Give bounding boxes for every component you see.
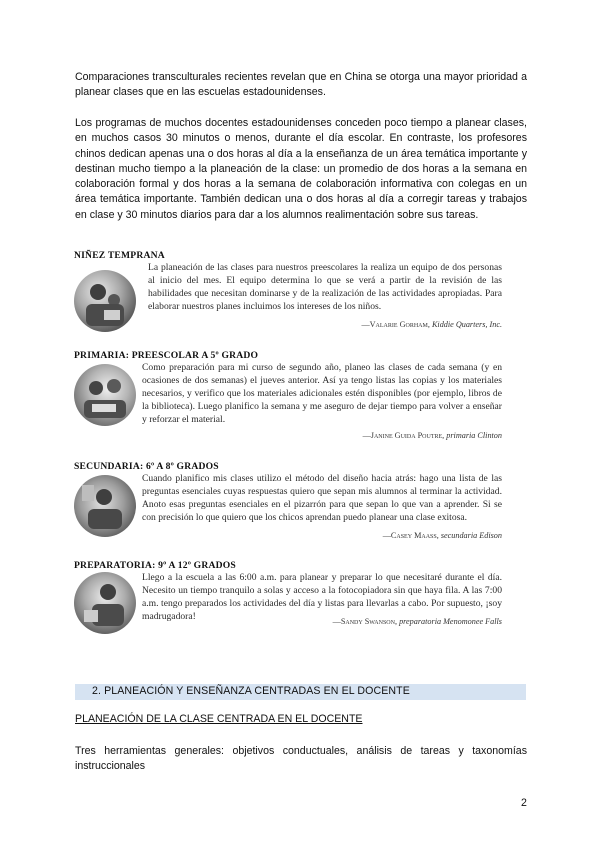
panel-body: Cuando planifico mis clases utilizo el método del diseño hacia atrás: hago una lista de las preguntas esenciales cuyas respuestas quiero que sepan mis alumnos al terminar la actividad. Anoto esas preguntas esenciales en el pizarrón para que sepan lo que van a aprender. Si se con precisión lo que quiero que los chicos aprendan puedo planear una clase exitosa. (142, 473, 502, 523)
teacher-photo (74, 475, 136, 537)
section-title: 2. PLANEACIÓN Y ENSEÑANZA CENTRADAS EN EL DOCENTE (92, 685, 410, 697)
panel-body: Llego a la escuela a las 6:00 a.m. para planear y preparar lo que necesitaré durante el día. Necesito un tiempo tranquilo a solas y acceso a la fotocopiadora sin que haya fila. A las 7:00 a.m. tengo preparados los actividades del día y listas para llevarlas a cabo. Por supuesto, ¡soy madrugadora! (142, 572, 502, 622)
panel-heading: NIÑEZ TEMPRANA (74, 250, 165, 261)
panel-primary (74, 350, 502, 442)
panel-signature: —Valarie Gorham, Kiddie Quarters, Inc. (361, 320, 502, 329)
panel-body: Como preparación para mi curso de segundo año, planeo las clases de cada semana (y en ocasiones de dos semanas) el jueves anterior. Así ya tengo listas las copias y los materiales necesarios, y verifico que los materiales adicionales estén disponibles (por ejemplo, libros de la biblioteca). Luego planifico la semana y me aseguro de dejar tiempo para volver a enseñar y reforzar el material. (142, 362, 502, 425)
panel-signature: —Janine Guida Poutre, primaria Clinton (362, 431, 502, 440)
panel-heading: PREPARATORIA: 9º A 12º GRADOS (74, 560, 236, 571)
panel-high-school (74, 560, 502, 640)
closing-paragraph: Tres herramientas generales: objetivos conductuales, análisis de tareas y taxonomías instruccionales (75, 745, 527, 773)
panel-text (74, 461, 502, 474)
teacher-photo (74, 572, 136, 634)
panel-heading: SECUNDARIA: 6º A 8º GRADOS (74, 461, 219, 472)
sub-heading: PLANEACIÓN DE LA CLASE CENTRADA EN EL DOCENTE (75, 713, 363, 725)
teacher-photo (74, 270, 136, 332)
teacher-photo (74, 364, 136, 426)
panel-text (74, 350, 502, 363)
panel-secondary (74, 461, 502, 545)
page-number: 2 (521, 797, 527, 809)
panel-signature: —Sandy Swanson, preparatoria Menomonee Falls (332, 617, 502, 626)
panel-body: La planeación de las clases para nuestros preescolares la realiza un equipo de dos personas al inicio del mes. El equipo determina lo que se verá a partir de la revisión de las habilidades que necesitan dominarse y de la realización de las actividades apropiadas. Para elaborar nuestros planes incluimos los intereses de los niños. (148, 262, 502, 312)
panel-early-childhood (74, 250, 502, 332)
panel-signature: —Casey Maass, secundaria Edison (382, 531, 502, 540)
panel-heading: PRIMARIA: PREESCOLAR A 5º GRADO (74, 350, 259, 361)
body-paragraph: Los programas de muchos docentes estadounidenses conceden poco tiempo a planear clases, en muchos casos 30 minutos o menos, durante el día escolar. En contraste, los profesores chinos dedican apenas una o dos horas al día a la enseñanza de un área temática importante y destinan mucho tiempo a la planeación de la clase: un promedio de dos horas a la semana en colaboración formal y dos horas a la semana de colaboración informativa con colegas en un área temática importante. También dedican una o dos horas al día a corregir tareas y trabajos en clase y 30 minutos diarios para dar a los alumnos realimentación sobre sus tareas. (75, 117, 527, 221)
intro-paragraph: Comparaciones transculturales recientes revelan que en China se otorga una mayor prioridad a planear clases que en las escuelas estadounidenses. (75, 71, 527, 99)
panel-text (74, 250, 502, 263)
panel-text (74, 560, 502, 573)
